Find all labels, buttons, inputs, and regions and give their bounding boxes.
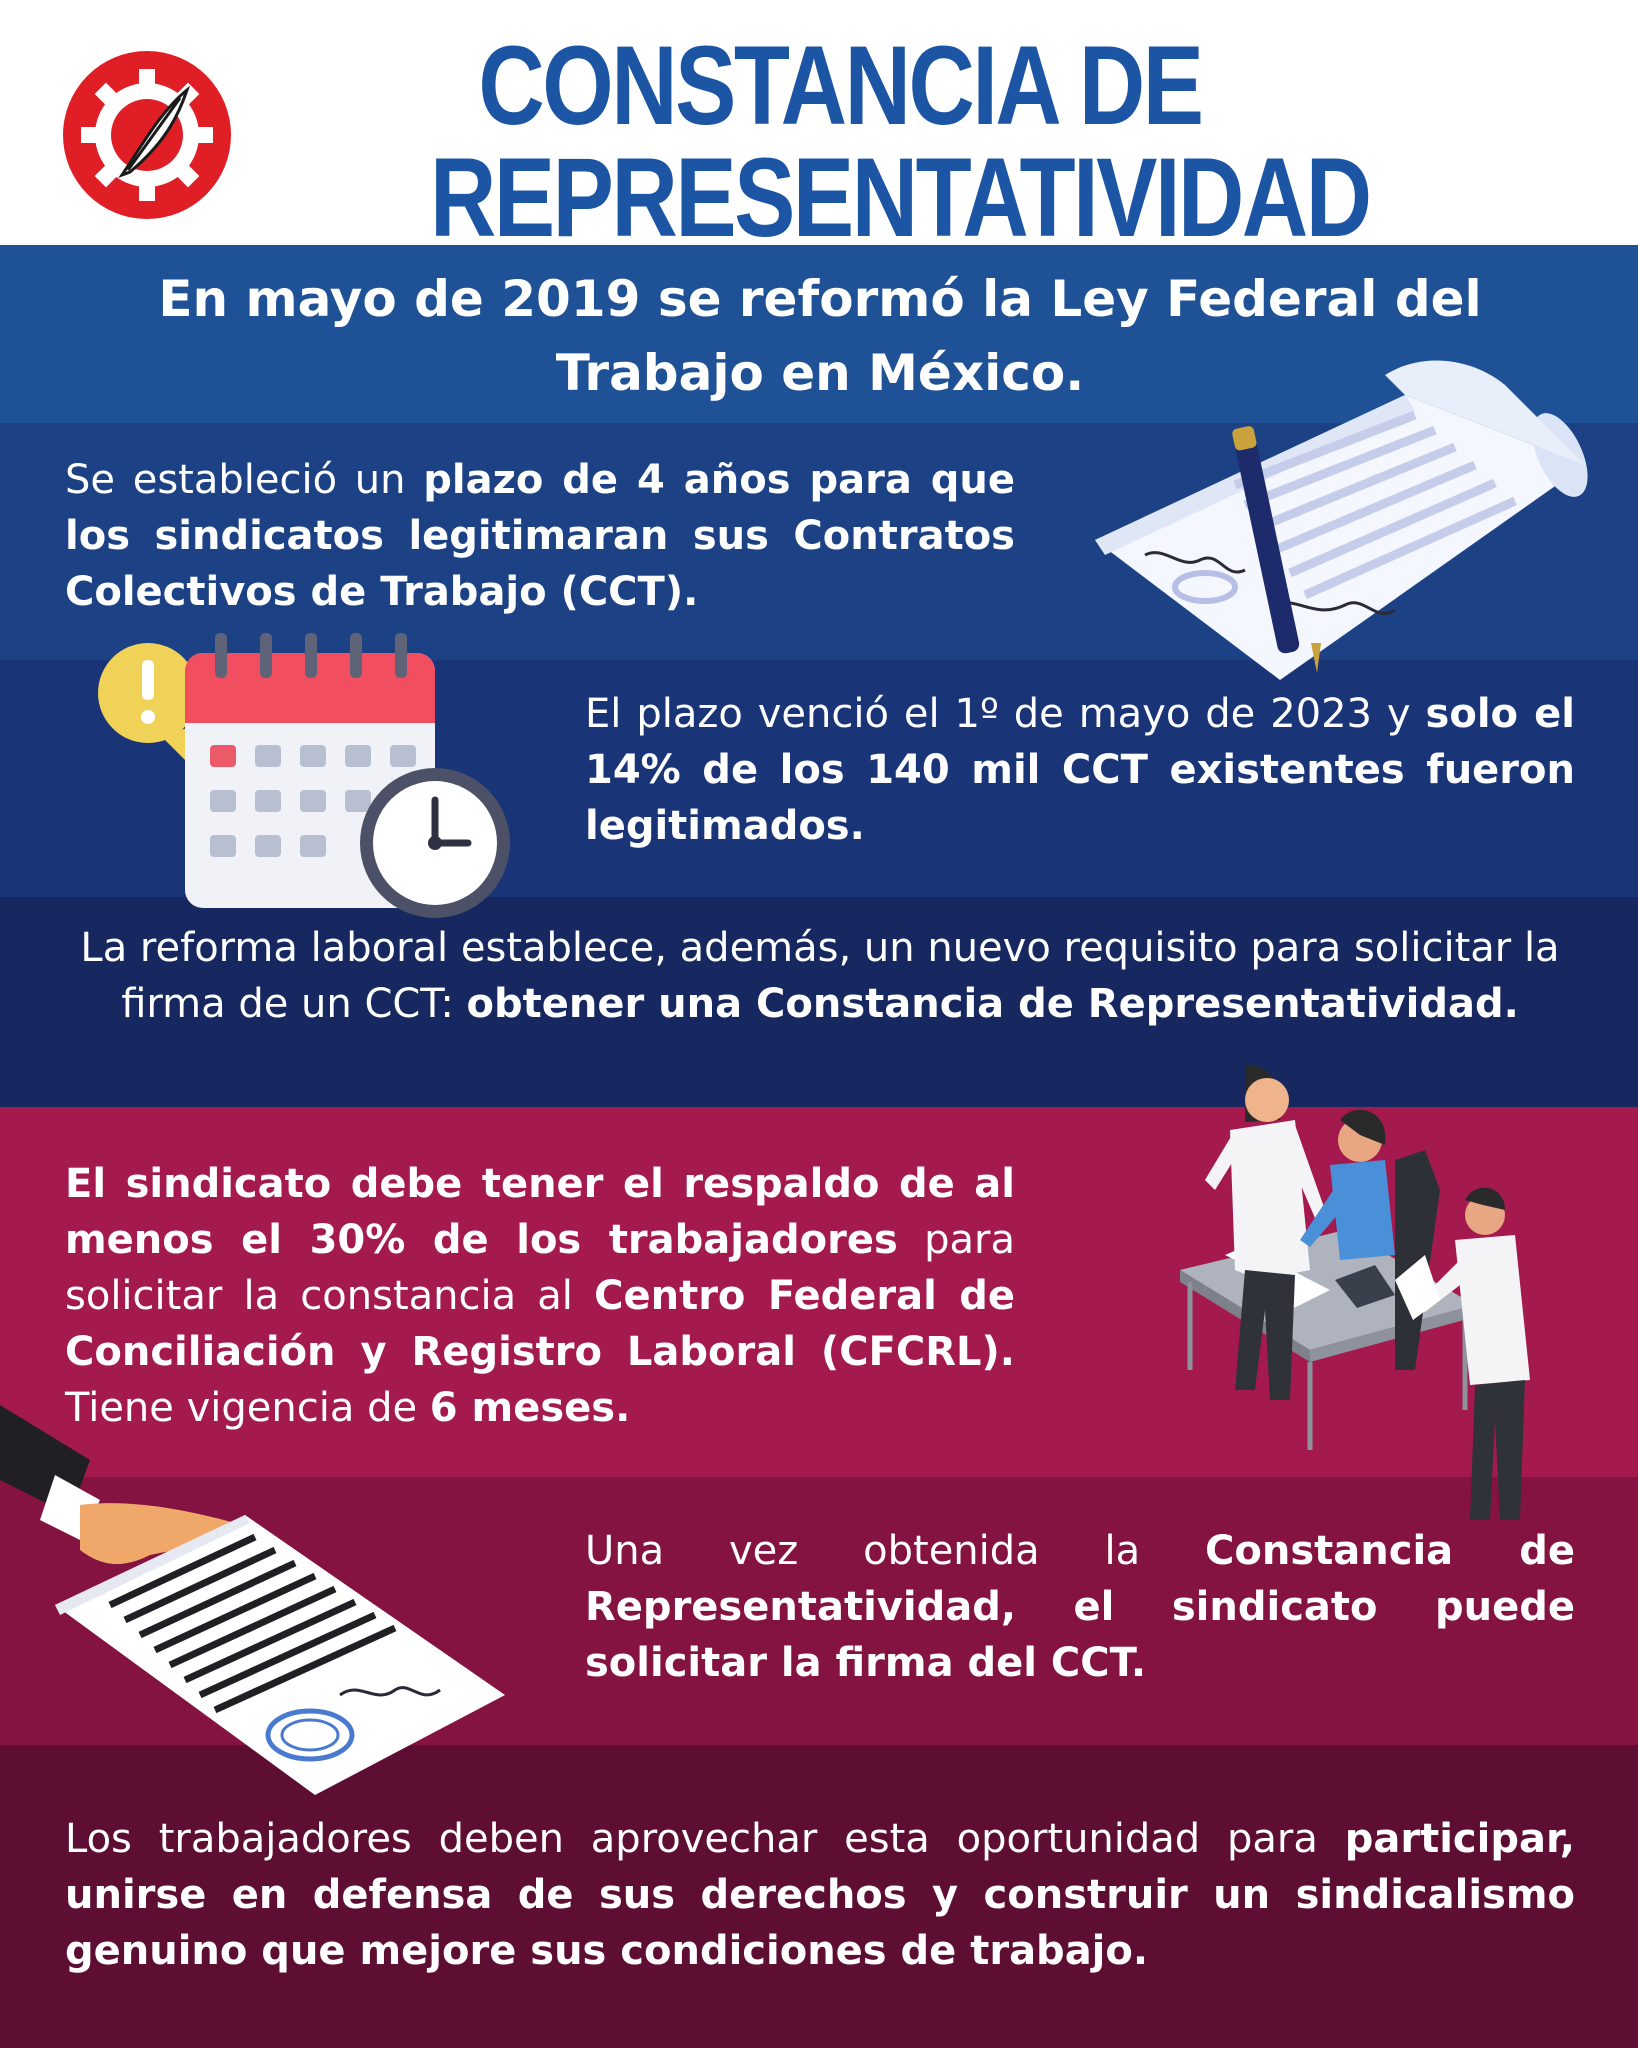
hand-document-icon — [0, 1405, 510, 1800]
paragraph-plazo-text: Se estableció un — [65, 457, 424, 503]
title-line-2: REPRESENTATIVIDAD — [430, 135, 1370, 245]
paragraph-respaldo-bold-3: 6 meses. — [429, 1385, 631, 1431]
paragraph-vencimiento-bold: solo el 14% de los 140 mil CCT existentes fueron legitimados. — [585, 691, 1575, 849]
union-gear-quill-logo-icon — [62, 50, 232, 220]
paragraph-requisito — [40, 920, 1600, 1032]
paragraph-vencimiento — [585, 686, 1575, 854]
header — [0, 0, 1638, 245]
paragraph-firma-bold: Constancia de Representatividad, el sindicato puede solicitar la firma del CCT. — [585, 1528, 1575, 1686]
paragraph-respaldo-bold-1: El sindicato debe tener el respaldo de al menos el 30% de los trabajadores — [65, 1161, 1015, 1263]
paragraph-respaldo-bold-2: Centro Federal de Conciliación y Registro Laboral (CFCRL). — [65, 1273, 1015, 1375]
calendar-clock-alert-icon — [90, 625, 520, 925]
paragraph-respaldo-text-1: para solicitar la constancia al — [65, 1217, 1015, 1319]
paragraph-plazo — [65, 452, 1015, 620]
paragraph-requisito-text: La reforma laboral establece, además, un nuevo requisito para solicitar la firma de un CCT: — [80, 925, 1560, 1027]
paragraph-respaldo — [65, 1156, 1015, 1436]
intro-text: En mayo de 2019 se reformó la Ley Federal del Trabajo en México. — [158, 270, 1482, 402]
paragraph-firma — [585, 1523, 1575, 1691]
paragraph-plazo-bold: plazo de 4 años para que los sindicatos legitimaran sus Contratos Colectivos de Trabajo (CCT). — [65, 457, 1015, 615]
contract-pen-icon — [1085, 355, 1590, 685]
paragraph-firma-text: Una vez obtenida la — [585, 1528, 1206, 1574]
paragraph-conclusion — [65, 1811, 1575, 1979]
paragraph-respaldo-text-2: Tiene vigencia de — [65, 1385, 430, 1431]
paragraph-conclusion-text: Los trabajadores deben aprovechar esta oportunidad para — [65, 1816, 1345, 1862]
paragraph-requisito-bold: obtener una Constancia de Representatividad. — [466, 981, 1519, 1027]
title-line-1: CONSTANCIA DE — [478, 23, 1202, 148]
paragraph-conclusion-bold: participar, unirse en defensa de sus derechos y construir un sindicalismo genuino que mejore sus condiciones de trabajo. — [65, 1816, 1575, 1974]
paragraph-vencimiento-text: El plazo venció el 1º de mayo de 2023 y — [585, 691, 1426, 737]
office-meeting-people-icon — [1095, 1040, 1555, 1530]
page-title — [430, 23, 1370, 245]
